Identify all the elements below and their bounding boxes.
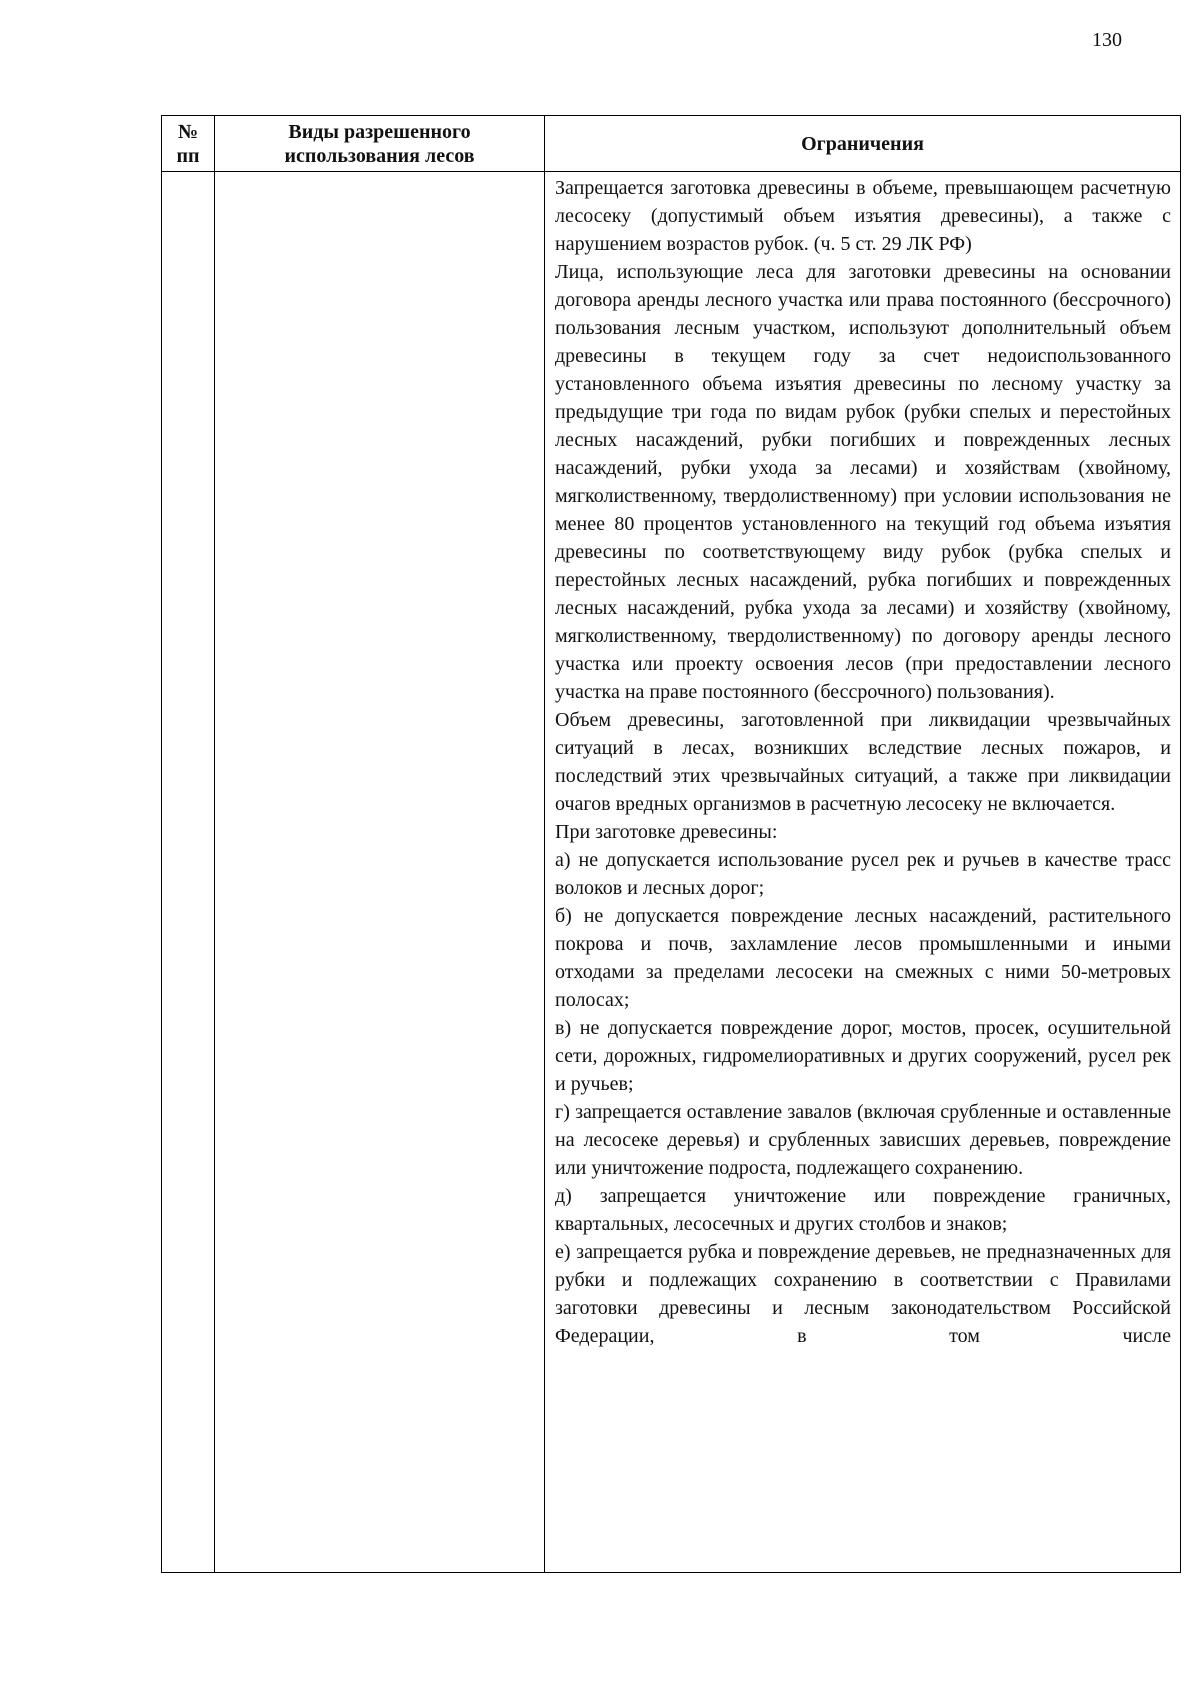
restriction-paragraph: б) не допускается повреждение лесных насаждений, растительного покрова и почв, захламление лесов промышленными и иными отходами за пределами лесосеки на смежных с ними 50-метровых полосах; — [555, 905, 1171, 1011]
page-number: 130 — [1092, 29, 1122, 51]
restriction-paragraph: При заготовке древесины: — [555, 821, 778, 843]
restriction-paragraph: г) запрещается оставление завалов (включая срубленные и оставленные на лесосеке деревья) и срубленных зависших деревьев, повреждение или уничтожение подроста, подлежащего сохранению. — [555, 1101, 1171, 1179]
header-usage-kind-line2: использования лесов — [284, 144, 475, 167]
table-row — [162, 172, 1181, 1573]
restriction-paragraph: в) не допускается повреждение дорог, мостов, просек, осушительной сети, дорожных, гидромелиоративных и других сооружений, русел рек и ручьев; — [555, 1017, 1171, 1095]
cell-restrictions — [545, 172, 1181, 1573]
cell-usage-kind — [215, 172, 545, 1573]
restriction-paragraph: Лица, использующие леса для заготовки древесины на основании договора аренды лесного участка или права постоянного (бессрочного) пользования лесным участком, используют дополнительный объем древесины в текущем году за счет недоиспользованного установленного объема изъятия древесины по лесному участку за предыдущие три года по видам рубок (рубки спелых и перестойных лесных насаждений, рубки погибших и поврежденных лесных насаждений, рубки ухода за лесами) и хозяйствам (хвойному, мягколиственному, твердолиственному) при условии использования не менее 80 процентов установленного на текущий год объема изъятия древесины по соответствующему виду рубок (рубка спелых и перестойных лесных насаждений, рубка погибших и поврежденных лесных насаждений, рубка ухода за лесами) и хозяйству (хвойному, мягколиственному, твердолиственному) по договору аренды лесного участка или проекту освоения лесов (при предоставлении лесного участка на праве постоянного (бессрочного) пользования). — [555, 261, 1171, 703]
restriction-paragraph: Запрещается заготовка древесины в объеме, превышающем расчетную лесосеку (допустимый объем изъятия древесины), а также с нарушением возрастов рубок. (ч. 5 ст. 29 ЛК РФ) — [555, 177, 1171, 255]
table-header-row — [162, 116, 1181, 172]
header-number-line1: № — [177, 120, 199, 143]
restrictions-table — [161, 115, 1181, 1573]
header-usage-kind — [215, 116, 545, 172]
header-usage-kind-line1: Виды разрешенного — [288, 120, 471, 143]
header-number — [162, 116, 215, 172]
restriction-paragraph: д) запрещается уничтожение или повреждение граничных, квартальных, лесосечных и других столбов и знаков; — [555, 1185, 1171, 1235]
restriction-paragraph: е) запрещается рубка и повреждение деревьев, не предназначенных для рубки и подлежащих сохранению в соответствии с Правилами заготовки древесины и лесным законодательством Российской Федерации, в том числе — [555, 1241, 1171, 1347]
cell-number — [162, 172, 215, 1573]
header-restrictions: Ограничения — [545, 116, 1181, 172]
restriction-paragraph: Объем древесины, заготовленной при ликвидации чрезвычайных ситуаций в лесах, возникших вследствие лесных пожаров, и последствий этих чрезвычайных ситуаций, а также при ликвидации очагов вредных организмов в расчетную лесосеку не включается. — [555, 709, 1171, 815]
header-number-line2: пп — [176, 144, 200, 167]
restriction-paragraph: а) не допускается использование русел рек и ручьев в качестве трасс волоков и лесных дорог; — [555, 849, 1171, 899]
